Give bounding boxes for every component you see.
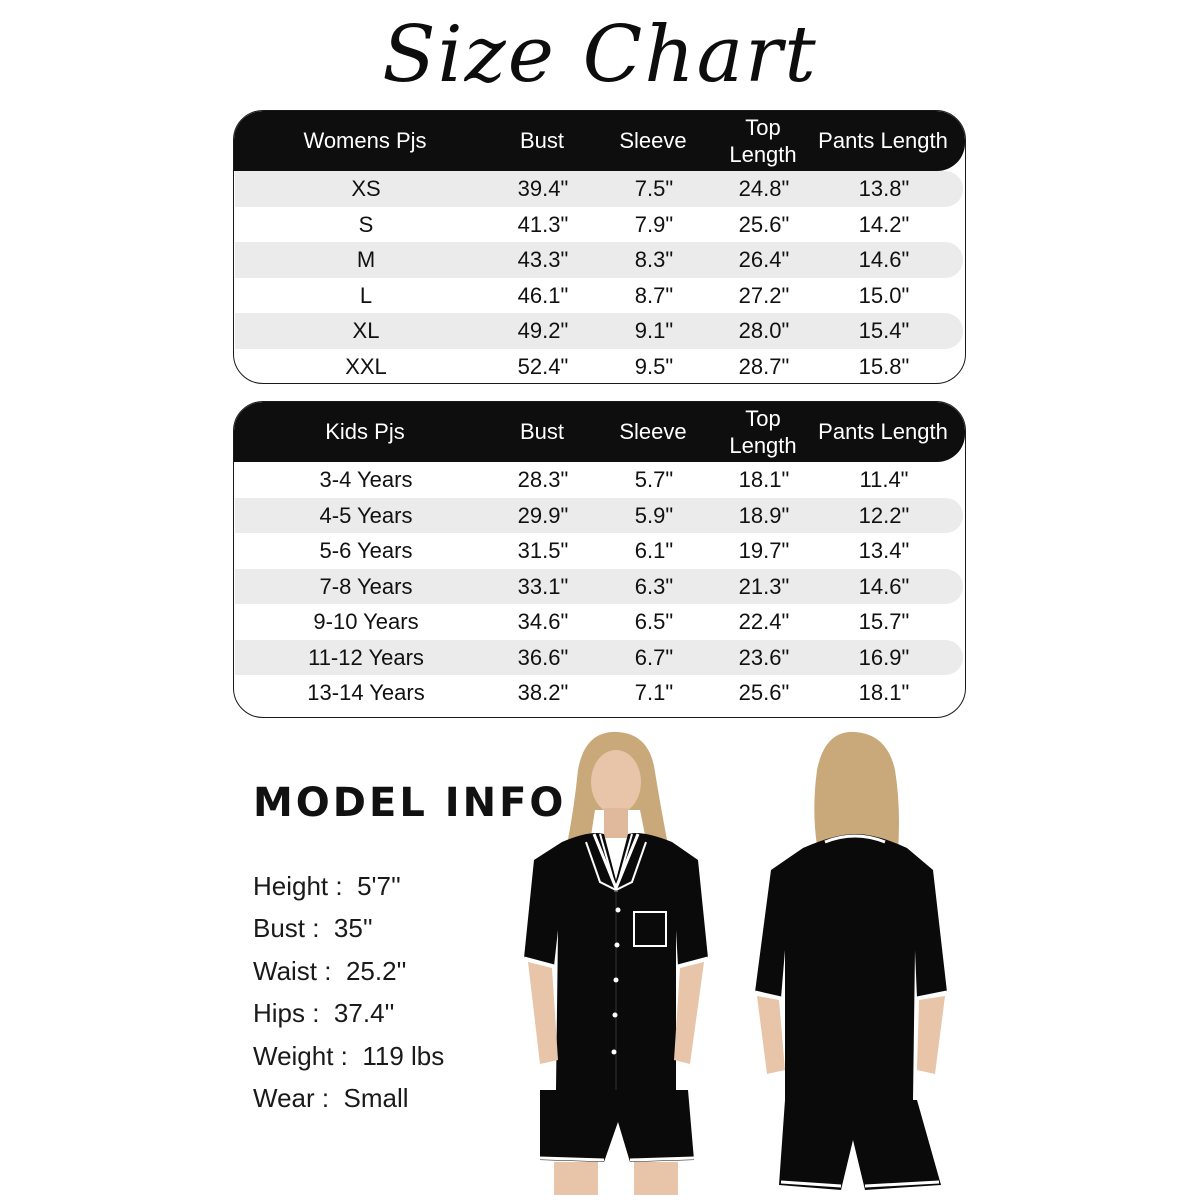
header-size: Kids Pjs: [325, 419, 405, 445]
cell-sleeve: 7.9": [634, 211, 674, 237]
header-top-length: Top Length: [729, 114, 797, 167]
table-row: [235, 569, 963, 605]
header-pants-length: Pants Length: [818, 128, 948, 154]
table-row: [235, 349, 965, 385]
cell-size: XXL: [345, 353, 387, 379]
table-row: [235, 498, 963, 534]
table-row: [235, 278, 965, 314]
cell-size: 9-10 Years: [313, 609, 419, 634]
cell-bust: 31.5": [517, 538, 569, 563]
model-info-value: 35'': [333, 913, 373, 944]
cell-bust: 29.9": [517, 502, 569, 528]
model-info-item: [253, 950, 444, 993]
cell-bust: 43.3": [517, 247, 569, 272]
model-info-list: [253, 865, 444, 1120]
cell-pants-length: 15.8": [858, 353, 910, 379]
cell-top-length: 19.7": [738, 538, 790, 563]
cell-top-length: 18.1": [738, 467, 790, 492]
cell-top-length: 28.7": [738, 353, 790, 379]
cell-pants-length: 12.2": [858, 502, 910, 528]
page-title: Size Chart: [382, 10, 818, 100]
cell-top-length: 21.3": [738, 573, 790, 599]
model-info-label: Weight :: [253, 1040, 363, 1071]
table-row: [235, 313, 963, 349]
cell-sleeve: 5.9": [634, 502, 674, 528]
cell-top-length: 27.2": [738, 282, 790, 308]
header-sleeve: Sleeve: [619, 419, 687, 445]
kids-table-header: [234, 402, 965, 462]
cell-bust: 41.3": [517, 211, 569, 237]
cell-top-length: 23.6": [738, 644, 790, 670]
table-row: [235, 207, 965, 243]
header-size: Womens Pjs: [303, 128, 427, 154]
cell-pants-length: 14.6": [858, 573, 910, 599]
cell-bust: 38.2": [517, 680, 569, 705]
model-info-label: Height :: [253, 870, 358, 901]
cell-sleeve: 6.3": [634, 573, 674, 599]
cell-size: 11-12 Years: [308, 644, 424, 670]
cell-pants-length: 15.7": [858, 609, 910, 634]
table-row: [235, 640, 963, 676]
cell-size: M: [356, 247, 376, 272]
model-info-item: [253, 993, 444, 1036]
model-info-value: 5'7'': [357, 870, 401, 901]
model-info-value: Small: [343, 1083, 409, 1114]
model-info-label: Bust :: [253, 913, 334, 944]
cell-bust: 33.1": [517, 573, 569, 599]
cell-size: 13-14 Years: [307, 680, 425, 705]
cell-sleeve: 5.7": [634, 467, 674, 492]
cell-sleeve: 8.3": [634, 247, 674, 272]
table-row: [235, 675, 965, 711]
table-row: [235, 462, 965, 498]
cell-bust: 52.4": [517, 353, 569, 379]
cell-top-length: 25.6": [738, 680, 790, 705]
cell-size: XS: [351, 176, 381, 201]
header-sleeve: Sleeve: [619, 128, 687, 154]
model-info-label: Hips :: [253, 998, 334, 1029]
cell-top-length: 18.9": [738, 502, 790, 528]
header-pants-length: Pants Length: [818, 419, 948, 445]
cell-top-length: 24.8": [738, 176, 790, 201]
model-info-value: 119 lbs: [362, 1040, 445, 1071]
cell-pants-length: 15.0": [858, 282, 910, 308]
cell-pants-length: 14.6": [858, 247, 910, 272]
womens-table-header: [234, 111, 965, 171]
model-info-item: [253, 865, 444, 908]
header-top-length: Top Length: [729, 405, 797, 458]
table-row: [235, 171, 963, 207]
model-info-value: 37.4'': [333, 998, 395, 1029]
cell-size: 7-8 Years: [319, 573, 413, 599]
cell-bust: 49.2": [517, 318, 569, 343]
cell-sleeve: 6.7": [634, 644, 674, 670]
cell-sleeve: 9.1": [634, 318, 674, 343]
cell-size: 3-4 Years: [319, 467, 413, 492]
header-bust: Bust: [519, 128, 565, 154]
womens-size-table: [233, 110, 966, 384]
cell-pants-length: 13.4": [858, 538, 910, 563]
model-info-item: [253, 1078, 444, 1121]
cell-sleeve: 7.1": [634, 680, 674, 705]
model-info-label: Waist :: [253, 955, 346, 986]
kids-table-body: [234, 462, 965, 711]
cell-bust: 28.3": [517, 467, 569, 492]
cell-sleeve: 6.1": [634, 538, 674, 563]
table-row: [235, 533, 965, 569]
cell-size: 5-6 Years: [319, 538, 413, 563]
model-info-item: [253, 908, 444, 951]
model-info-title: MODEL INFO: [253, 780, 567, 826]
model-info-label: Wear :: [253, 1083, 344, 1114]
table-row: [235, 604, 965, 640]
cell-size: L: [359, 282, 373, 308]
cell-top-length: 28.0": [738, 318, 790, 343]
cell-sleeve: 8.7": [634, 282, 674, 308]
model-back-photo: [745, 730, 965, 1195]
cell-bust: 36.6": [517, 644, 569, 670]
table-row: [235, 242, 963, 278]
cell-size: S: [358, 211, 374, 237]
cell-sleeve: 7.5": [634, 176, 674, 201]
cell-bust: 34.6": [517, 609, 569, 634]
cell-pants-length: 11.4": [859, 467, 909, 492]
cell-pants-length: 16.9": [858, 644, 910, 670]
cell-pants-length: 15.4": [858, 318, 910, 343]
womens-table-body: [234, 171, 965, 384]
cell-top-length: 26.4": [738, 247, 790, 272]
cell-bust: 46.1": [517, 282, 569, 308]
cell-pants-length: 14.2": [858, 211, 910, 237]
header-bust: Bust: [519, 419, 565, 445]
cell-size: 4-5 Years: [319, 502, 413, 528]
kids-size-table: [233, 401, 966, 718]
cell-sleeve: 6.5": [634, 609, 674, 634]
model-info-item: [253, 1035, 444, 1078]
cell-top-length: 25.6": [738, 211, 790, 237]
cell-bust: 39.4": [517, 176, 569, 201]
cell-pants-length: 18.1": [858, 680, 910, 705]
cell-size: XL: [352, 318, 380, 343]
cell-pants-length: 13.8": [858, 176, 910, 201]
model-info-value: 25.2'': [345, 955, 407, 986]
cell-sleeve: 9.5": [634, 353, 674, 379]
model-front-photo: [500, 730, 730, 1195]
cell-top-length: 22.4": [738, 609, 790, 634]
